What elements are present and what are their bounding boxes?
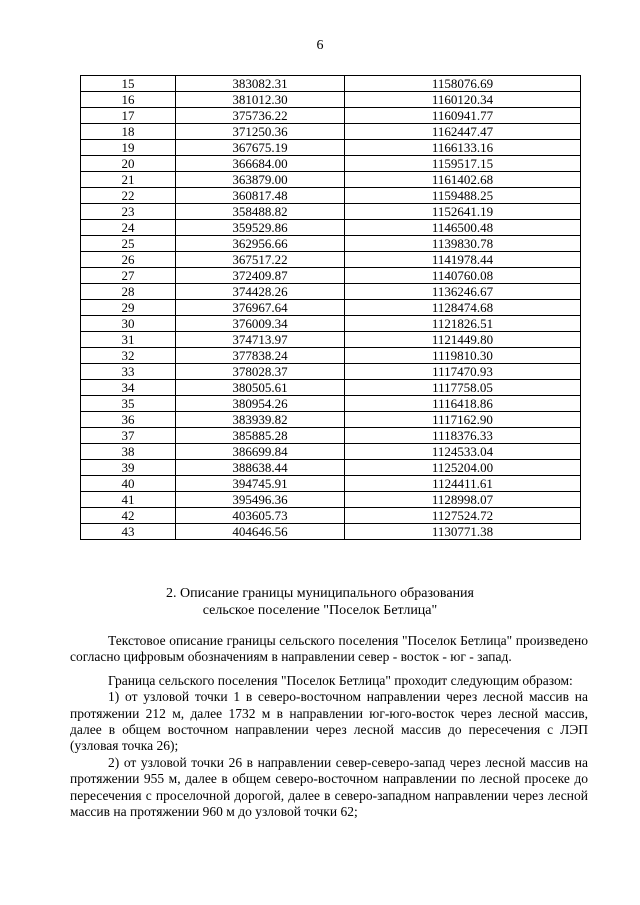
point-number-cell: 15 xyxy=(81,76,176,92)
y-coordinate-cell: 1124411.61 xyxy=(345,476,581,492)
table-row xyxy=(81,252,581,268)
paragraph-boundary-lead: Граница сельского поселения "Поселок Бетлица" проходит следующим образом: xyxy=(108,672,573,688)
x-coordinate-cell: 404646.56 xyxy=(176,524,345,540)
table-row xyxy=(81,348,581,364)
y-coordinate-cell: 1141978.44 xyxy=(345,252,581,268)
y-coordinate-cell: 1159517.15 xyxy=(345,156,581,172)
table-row xyxy=(81,396,581,412)
table-row xyxy=(81,332,581,348)
y-coordinate-cell: 1128998.07 xyxy=(345,492,581,508)
x-coordinate-cell: 375736.22 xyxy=(176,108,345,124)
y-coordinate-cell: 1127524.72 xyxy=(345,508,581,524)
y-coordinate-cell: 1152641.19 xyxy=(345,204,581,220)
table-row xyxy=(81,108,581,124)
y-coordinate-cell: 1166133.16 xyxy=(345,140,581,156)
table-row xyxy=(81,140,581,156)
point-number-cell: 39 xyxy=(81,460,176,476)
y-coordinate-cell: 1140760.08 xyxy=(345,268,581,284)
y-coordinate-cell: 1125204.00 xyxy=(345,460,581,476)
y-coordinate-cell: 1117758.05 xyxy=(345,380,581,396)
x-coordinate-cell: 367517.22 xyxy=(176,252,345,268)
y-coordinate-cell: 1119810.30 xyxy=(345,348,581,364)
y-coordinate-cell: 1160120.34 xyxy=(345,92,581,108)
y-coordinate-cell: 1121826.51 xyxy=(345,316,581,332)
point-number-cell: 25 xyxy=(81,236,176,252)
x-coordinate-cell: 383082.31 xyxy=(176,76,345,92)
y-coordinate-cell: 1160941.77 xyxy=(345,108,581,124)
x-coordinate-cell: 388638.44 xyxy=(176,460,345,476)
x-coordinate-cell: 376009.34 xyxy=(176,316,345,332)
point-number-cell: 28 xyxy=(81,284,176,300)
point-number-cell: 37 xyxy=(81,428,176,444)
page-number: 6 xyxy=(316,38,324,53)
y-coordinate-cell: 1117470.93 xyxy=(345,364,581,380)
point-number-cell: 18 xyxy=(81,124,176,140)
table-row xyxy=(81,428,581,444)
y-coordinate-cell: 1124533.04 xyxy=(345,444,581,460)
table-row xyxy=(81,268,581,284)
point-number-cell: 22 xyxy=(81,188,176,204)
x-coordinate-cell: 362956.66 xyxy=(176,236,345,252)
x-coordinate-cell: 374713.97 xyxy=(176,332,345,348)
point-number-cell: 27 xyxy=(81,268,176,284)
paragraph-item-2: 2) от узловой точки 26 в направлении север-северо-запад через лесной массив на протяжении 955 м, далее в общем северо-восточном направлении по лесной просеке до пересечения с проселочной дорогой, далее в северо-западном направлении через лесной массив на протяжении 960 м до узловой точки 62; xyxy=(70,754,588,820)
point-number-cell: 35 xyxy=(81,396,176,412)
table-row xyxy=(81,76,581,92)
point-number-cell: 41 xyxy=(81,492,176,508)
x-coordinate-cell: 385885.28 xyxy=(176,428,345,444)
x-coordinate-cell: 383939.82 xyxy=(176,412,345,428)
table-row xyxy=(81,124,581,140)
point-number-cell: 16 xyxy=(81,92,176,108)
y-coordinate-cell: 1158076.69 xyxy=(345,76,581,92)
x-coordinate-cell: 367675.19 xyxy=(176,140,345,156)
x-coordinate-cell: 403605.73 xyxy=(176,508,345,524)
x-coordinate-cell: 380954.26 xyxy=(176,396,345,412)
coordinates-table-body xyxy=(81,76,581,540)
table-row xyxy=(81,364,581,380)
point-number-cell: 40 xyxy=(81,476,176,492)
x-coordinate-cell: 374428.26 xyxy=(176,284,345,300)
x-coordinate-cell: 394745.91 xyxy=(176,476,345,492)
x-coordinate-cell: 377838.24 xyxy=(176,348,345,364)
point-number-cell: 17 xyxy=(81,108,176,124)
point-number-cell: 29 xyxy=(81,300,176,316)
y-coordinate-cell: 1128474.68 xyxy=(345,300,581,316)
table-row xyxy=(81,156,581,172)
table-row xyxy=(81,444,581,460)
table-row xyxy=(81,316,581,332)
x-coordinate-cell: 363879.00 xyxy=(176,172,345,188)
y-coordinate-cell: 1146500.48 xyxy=(345,220,581,236)
section-title xyxy=(0,585,640,619)
x-coordinate-cell: 376967.64 xyxy=(176,300,345,316)
x-coordinate-cell: 366684.00 xyxy=(176,156,345,172)
point-number-cell: 33 xyxy=(81,364,176,380)
table-row xyxy=(81,172,581,188)
point-number-cell: 34 xyxy=(81,380,176,396)
table-row xyxy=(81,204,581,220)
point-number-cell: 38 xyxy=(81,444,176,460)
x-coordinate-cell: 395496.36 xyxy=(176,492,345,508)
y-coordinate-cell: 1118376.33 xyxy=(345,428,581,444)
y-coordinate-cell: 1130771.38 xyxy=(345,524,581,540)
y-coordinate-cell: 1121449.80 xyxy=(345,332,581,348)
point-number-cell: 31 xyxy=(81,332,176,348)
paragraph-intro: Текстовое описание границы сельского поселения "Поселок Бетлица" произведено согласно цифровым обозначениям в направлении север - восток - юг - запад. xyxy=(70,633,588,665)
x-coordinate-cell: 380505.61 xyxy=(176,380,345,396)
section-title-line-2: сельское поселение "Поселок Бетлица" xyxy=(202,603,438,618)
table-row xyxy=(81,300,581,316)
y-coordinate-cell: 1159488.25 xyxy=(345,188,581,204)
y-coordinate-cell: 1161402.68 xyxy=(345,172,581,188)
point-number-cell: 26 xyxy=(81,252,176,268)
table-row xyxy=(81,284,581,300)
coordinates-table xyxy=(80,75,581,540)
y-coordinate-cell: 1136246.67 xyxy=(345,284,581,300)
table-row xyxy=(81,236,581,252)
table-row xyxy=(81,460,581,476)
x-coordinate-cell: 371250.36 xyxy=(176,124,345,140)
point-number-cell: 21 xyxy=(81,172,176,188)
table-row xyxy=(81,492,581,508)
paragraph-item-1: 1) от узловой точки 1 в северо-восточном направлении через лесной массив на протяжении 212 м, далее 1732 м в направлении юг-юго-восток через лесной массив, далее в общем восточном направлении через лесной массив до пересечения с ЛЭП (узловая точка 26); xyxy=(70,689,588,754)
point-number-cell: 36 xyxy=(81,412,176,428)
x-coordinate-cell: 381012.30 xyxy=(176,92,345,108)
point-number-cell: 32 xyxy=(81,348,176,364)
point-number-cell: 20 xyxy=(81,156,176,172)
x-coordinate-cell: 378028.37 xyxy=(176,364,345,380)
table-row xyxy=(81,508,581,524)
y-coordinate-cell: 1117162.90 xyxy=(345,412,581,428)
point-number-cell: 30 xyxy=(81,316,176,332)
boundary-description xyxy=(70,633,588,820)
point-number-cell: 24 xyxy=(81,220,176,236)
table-row xyxy=(81,524,581,540)
y-coordinate-cell: 1116418.86 xyxy=(345,396,581,412)
table-row xyxy=(81,476,581,492)
section-title-line-1: 2. Описание границы муниципального образования xyxy=(166,586,474,601)
table-row xyxy=(81,92,581,108)
table-row xyxy=(81,220,581,236)
x-coordinate-cell: 359529.86 xyxy=(176,220,345,236)
table-row xyxy=(81,188,581,204)
x-coordinate-cell: 386699.84 xyxy=(176,444,345,460)
table-row xyxy=(81,380,581,396)
x-coordinate-cell: 358488.82 xyxy=(176,204,345,220)
point-number-cell: 23 xyxy=(81,204,176,220)
x-coordinate-cell: 372409.87 xyxy=(176,268,345,284)
y-coordinate-cell: 1139830.78 xyxy=(345,236,581,252)
point-number-cell: 19 xyxy=(81,140,176,156)
x-coordinate-cell: 360817.48 xyxy=(176,188,345,204)
point-number-cell: 43 xyxy=(81,524,176,540)
y-coordinate-cell: 1162447.47 xyxy=(345,124,581,140)
point-number-cell: 42 xyxy=(81,508,176,524)
table-row xyxy=(81,412,581,428)
